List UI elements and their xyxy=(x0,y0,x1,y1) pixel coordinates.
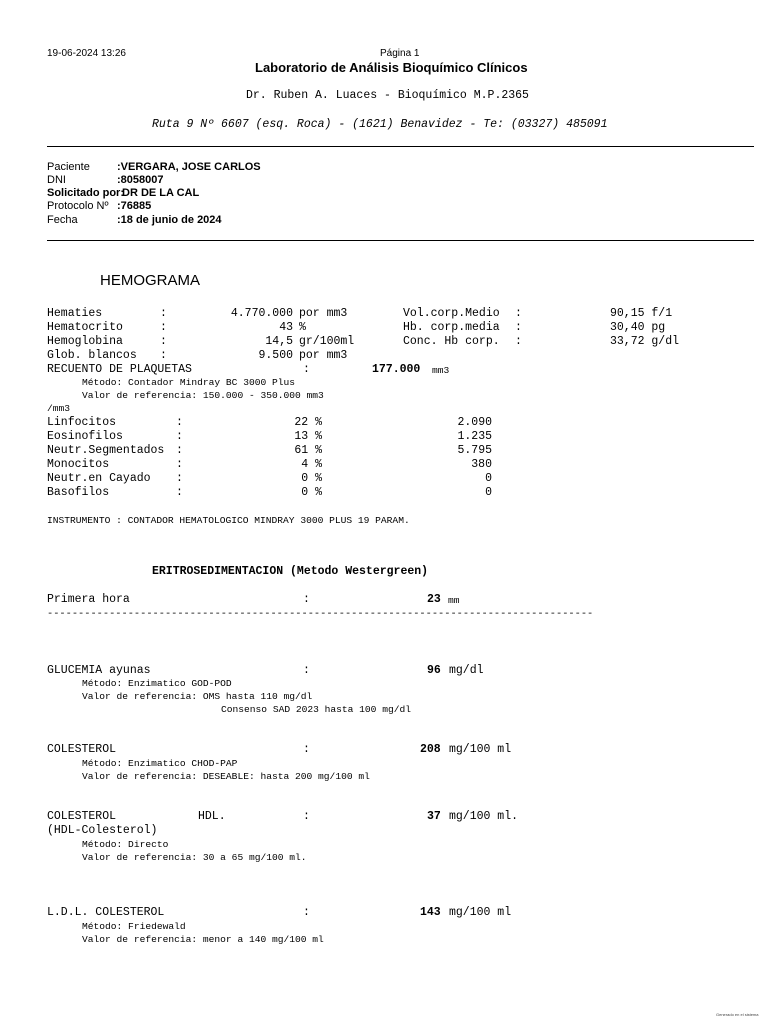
instrumento-line: INSTRUMENTO : CONTADOR HEMATOLOGICO MINDRAY 3000 PLUS 19 PARAM. xyxy=(47,515,410,526)
ldl-sep: : xyxy=(303,906,310,919)
eritro-label: Primera hora xyxy=(47,593,130,606)
hemo-unit: por mm3 xyxy=(299,349,348,362)
hemo-sep: : xyxy=(160,335,167,348)
formula-pct: 13 % xyxy=(294,430,322,443)
plaquetas-wrap: /mm3 xyxy=(47,403,71,414)
paciente-value: :VERGARA, JOSE CARLOS xyxy=(117,161,261,173)
eritro-unit: mm xyxy=(448,595,460,606)
formula-pct: 0 % xyxy=(301,472,322,485)
footer-tiny: Generado en el sistema xyxy=(716,1012,759,1017)
solicitado-value: DR DE LA CAL xyxy=(122,187,200,199)
indice-value: 30,40 pg xyxy=(610,321,666,334)
formula-label: Neutr.Segmentados xyxy=(47,444,165,457)
ldl-value: 143 xyxy=(420,906,441,919)
formula-pct: 61 % xyxy=(294,444,322,457)
hdl-sep: : xyxy=(303,810,310,823)
colesterol-sep: : xyxy=(303,743,310,756)
divider-patient xyxy=(47,240,754,241)
formula-label: Monocitos xyxy=(47,458,110,471)
hemo-unit: por mm3 xyxy=(299,307,348,320)
glucemia-metodo: Método: Enzimatico GOD-POD xyxy=(82,678,232,689)
formula-sep: : xyxy=(176,444,183,457)
print-datetime: 19-06-2024 13:26 xyxy=(47,48,126,59)
indice-label: Vol.corp.Medio xyxy=(403,307,500,320)
formula-abs: 1.235 xyxy=(457,430,492,443)
dni-label: DNI xyxy=(47,174,66,186)
colesterol-metodo: Método: Enzimatico CHOD-PAP xyxy=(82,758,238,769)
colesterol-value: 208 xyxy=(420,743,441,756)
hemo-label: Hematies xyxy=(47,307,103,320)
glucemia-unit: mg/dl xyxy=(449,664,484,677)
hemo-unit: gr/100ml xyxy=(299,335,355,348)
glucemia-value: 96 xyxy=(427,664,441,677)
colesterol-label: COLESTEROL xyxy=(47,743,117,756)
eritro-sep: : xyxy=(303,593,310,606)
glucemia-referencia2: Consenso SAD 2023 hasta 100 mg/dl xyxy=(221,704,411,715)
formula-sep: : xyxy=(176,416,183,429)
hemo-unit: % xyxy=(299,321,306,334)
hdl-label2: HDL. xyxy=(198,810,226,823)
formula-pct: 0 % xyxy=(301,486,322,499)
formula-label: Basofilos xyxy=(47,486,110,499)
hemo-sep: : xyxy=(160,321,167,334)
formula-abs: 380 xyxy=(471,458,492,471)
hemo-label: Hematocrito xyxy=(47,321,123,334)
formula-sep: : xyxy=(176,458,183,471)
eritro-title: ERITROSEDIMENTACION (Metodo Westergreen) xyxy=(152,565,429,578)
paciente-label: Paciente xyxy=(47,161,90,173)
hdl-metodo: Método: Directo xyxy=(82,839,169,850)
hdl-referencia: Valor de referencia: 30 a 65 mg/100 ml. xyxy=(82,852,307,863)
formula-label: Linfocitos xyxy=(47,416,117,429)
indice-label: Conc. Hb corp. xyxy=(403,335,500,348)
plaquetas-unit: mm3 xyxy=(432,365,450,376)
hdl-label: COLESTEROL xyxy=(47,810,117,823)
protocolo-value: :76885 xyxy=(117,200,152,212)
ldl-referencia: Valor de referencia: menor a 140 mg/100 ml xyxy=(82,934,324,945)
hemo-label: Hemoglobina xyxy=(47,335,123,348)
protocolo-label: Protocolo Nº xyxy=(47,200,109,212)
formula-label: Eosinofilos xyxy=(47,430,123,443)
hemograma-title: HEMOGRAMA xyxy=(100,272,201,289)
plaquetas-label: RECUENTO DE PLAQUETAS xyxy=(47,363,192,376)
ldl-unit: mg/100 ml xyxy=(449,906,512,919)
formula-sep: : xyxy=(176,430,183,443)
hdl-unit: mg/100 ml. xyxy=(449,810,519,823)
eritro-value: 23 xyxy=(427,593,441,606)
indice-sep: : xyxy=(515,321,522,334)
plaquetas-referencia: Valor de referencia: 150.000 - 350.000 mm3 xyxy=(82,390,324,401)
fecha-value: :18 de junio de 2024 xyxy=(117,214,222,226)
hemo-value: 43 xyxy=(279,321,293,334)
address-line: Ruta 9 Nº 6607 (esq. Roca) - (1621) Benavidez - Te: (03327) 485091 xyxy=(152,118,608,131)
formula-abs: 5.795 xyxy=(457,444,492,457)
indice-value: 33,72 g/dl xyxy=(610,335,680,348)
plaquetas-sep: : xyxy=(303,363,310,376)
hemo-value: 14,5 xyxy=(265,335,293,348)
hemo-sep: : xyxy=(160,307,167,320)
indice-value: 90,15 f/1 xyxy=(610,307,673,320)
eritro-dashes: ---------------------------------------------------------------------------------------- xyxy=(47,608,594,620)
ldl-metodo: Método: Friedewald xyxy=(82,921,186,932)
hemo-value: 9.500 xyxy=(258,349,293,362)
colesterol-unit: mg/100 ml xyxy=(449,743,512,756)
divider-top xyxy=(47,146,754,147)
formula-abs: 0 xyxy=(485,486,492,499)
solicitado-label: Solicitado por: xyxy=(47,187,124,199)
hdl-sub: (HDL-Colesterol) xyxy=(47,824,158,837)
indice-sep: : xyxy=(515,335,522,348)
glucemia-sep: : xyxy=(303,664,310,677)
ldl-label: L.D.L. COLESTEROL xyxy=(47,906,165,919)
formula-sep: : xyxy=(176,472,183,485)
doctor-line: Dr. Ruben A. Luaces - Bioquímico M.P.2365 xyxy=(246,89,529,102)
glucemia-label: GLUCEMIA ayunas xyxy=(47,664,151,677)
colesterol-referencia: Valor de referencia: DESEABLE: hasta 200 mg/100 ml xyxy=(82,771,370,782)
plaquetas-metodo: Método: Contador Mindray BC 3000 Plus xyxy=(82,377,296,388)
formula-sep: : xyxy=(176,486,183,499)
formula-abs: 0 xyxy=(485,472,492,485)
dni-value: :8058007 xyxy=(117,174,164,186)
hemo-label: Glob. blancos xyxy=(47,349,137,362)
hdl-value: 37 xyxy=(427,810,441,823)
hemo-value: 4.770.000 xyxy=(230,307,293,320)
formula-label: Neutr.en Cayado xyxy=(47,472,151,485)
glucemia-referencia: Valor de referencia: OMS hasta 110 mg/dl xyxy=(82,691,313,702)
indice-sep: : xyxy=(515,307,522,320)
formula-abs: 2.090 xyxy=(457,416,492,429)
hemo-sep: : xyxy=(160,349,167,362)
indice-label: Hb. corp.media xyxy=(403,321,500,334)
formula-pct: 22 % xyxy=(294,416,322,429)
page-number: Página 1 xyxy=(380,48,420,59)
formula-pct: 4 % xyxy=(301,458,322,471)
plaquetas-value: 177.000 xyxy=(372,363,421,376)
fecha-label: Fecha xyxy=(47,214,78,226)
lab-name: Laboratorio de Análisis Bioquímico Clínicos xyxy=(255,60,528,75)
